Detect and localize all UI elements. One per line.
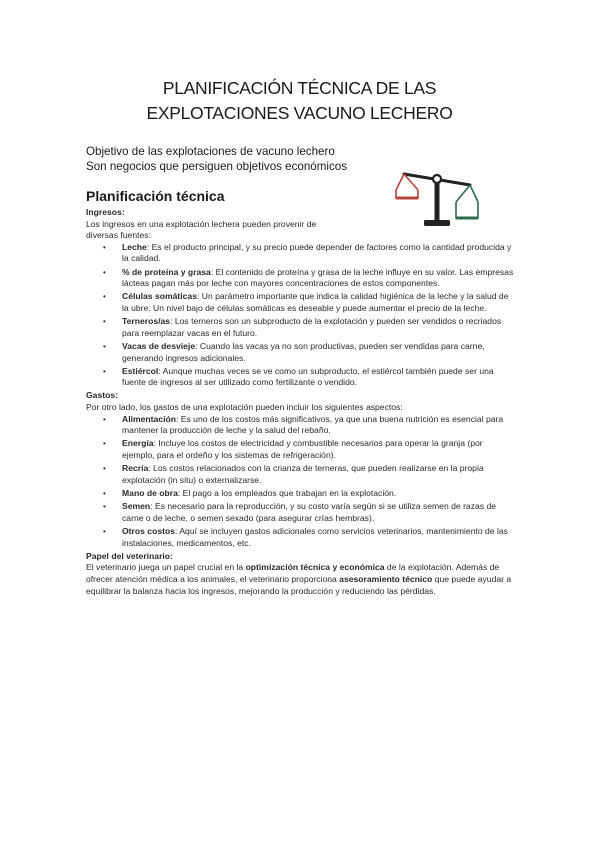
veterinario-heading: Papel del veterinario: bbox=[86, 550, 173, 561]
objective-block bbox=[86, 145, 347, 174]
item-term: Leche bbox=[122, 241, 147, 252]
ingresos-intro bbox=[86, 219, 516, 242]
bullet-icon: • bbox=[103, 242, 106, 252]
vet-bold-1: optimización técnica y económica bbox=[245, 562, 385, 573]
gastos-heading: Gastos: bbox=[86, 390, 118, 401]
item-text: : Es el producto principal, y su precio puede depender de factores como la cantidad producida y la calidad. bbox=[122, 241, 512, 264]
item-term: Terneros/as bbox=[122, 316, 171, 327]
gastos-intro: Por otro lado, los gastos de una explotación pueden incluir los siguientes aspectos: bbox=[86, 402, 403, 413]
bullet-icon: • bbox=[103, 292, 106, 302]
list-item bbox=[86, 242, 516, 265]
document-body bbox=[86, 207, 516, 597]
veterinario-paragraph bbox=[86, 562, 516, 597]
item-text: : Es uno de los costos más significativos, ya que una buena nutrición es esencial para mantener la producción de leche y la salud del rebaño. bbox=[122, 413, 504, 436]
bullet-icon: • bbox=[103, 341, 106, 351]
list-item bbox=[86, 341, 516, 364]
item-term: Alimentación bbox=[122, 413, 176, 424]
item-text: : Los costos relacionados con la crianza de terneras, que pueden realizarse en la propia explotación (in situ) o externalizarse. bbox=[122, 463, 484, 485]
list-item bbox=[86, 414, 516, 437]
list-item bbox=[86, 438, 516, 461]
item-term: Mano de obra bbox=[122, 488, 178, 498]
vet-text-1: El veterinario juega un papel crucial en la bbox=[86, 562, 246, 573]
list-item bbox=[86, 488, 516, 500]
list-item bbox=[86, 267, 516, 290]
list-item bbox=[86, 526, 516, 549]
bullet-icon: • bbox=[103, 317, 106, 327]
item-term: Semen bbox=[122, 501, 151, 512]
gastos-list bbox=[86, 414, 516, 550]
bullet-icon: • bbox=[103, 366, 106, 376]
bullet-icon: • bbox=[103, 526, 106, 536]
item-text: : Aquí se incluyen gastos adicionales como servicios veterinarios, mantenimiento de las instalaciones, medicamentos, etc. bbox=[122, 525, 508, 548]
bullet-icon: • bbox=[103, 502, 106, 512]
list-item bbox=[86, 316, 516, 339]
item-text: : El pago a los empleados que trabajan en la explotación. bbox=[177, 488, 397, 498]
item-term: Otros costos bbox=[122, 525, 176, 536]
list-item bbox=[86, 366, 516, 389]
ingresos-heading: Ingresos: bbox=[86, 207, 125, 217]
item-text: : El contenido de proteína y grasa de la leche influye en su valor. Las empresas lácteas pagan más por leche con mayores concentraciones de estos componentes. bbox=[122, 266, 514, 289]
item-text: : Es necesario para la reproducción, y su costo varía según si se utiliza semen de razas de carne o de leche, o semen sexado (para asegurar crías hembras). bbox=[122, 501, 497, 523]
item-text: : Aunque muchas veces se ve como un subproducto, el estiércol también puede ser una fuente de ingresos al ser utilizado como fertilizante o vendido. bbox=[122, 365, 494, 388]
list-item bbox=[86, 501, 516, 524]
objective-line-1: Objetivo de las explotaciones de vacuno lechero bbox=[86, 145, 335, 158]
vet-text-2: de la explotación. Además de ofrecer atención médica a los animales, el veterinario proporciona bbox=[86, 562, 500, 584]
title-line-1: PLANIFICACIÓN TÉCNICA DE LAS bbox=[162, 78, 437, 98]
list-item bbox=[86, 463, 516, 486]
bullet-icon: • bbox=[103, 414, 106, 424]
item-text: : Los terneros son un subproducto de la explotación y pueden ser vendidos o recriados para reemplazar vacas en el futuro. bbox=[122, 316, 502, 338]
section-heading: Planificación técnica bbox=[86, 188, 225, 204]
title-line-2: EXPLOTACIONES VACUNO LECHERO bbox=[146, 103, 453, 123]
item-text: : Incluye los costos de electricidad y combustible necesarios para operar la granja (por ejemplo, para el ordeño y los sistemas de refrigeración). bbox=[122, 438, 483, 461]
item-term: Recría bbox=[122, 463, 149, 474]
ingresos-intro-line-1: Los ingresos en una explotación lechera pueden provenir de bbox=[86, 218, 317, 229]
item-text: : Cuando las vacas ya no son productivas, pueden ser vendidas para carne, generando ingresos adicionales. bbox=[122, 340, 485, 363]
item-term: Células somáticas bbox=[122, 291, 197, 302]
bullet-icon: • bbox=[103, 489, 106, 498]
vet-bold-2: asesoramiento técnico bbox=[339, 573, 433, 584]
ingresos-list bbox=[86, 242, 516, 389]
ingresos-intro-line-2: diversas fuentes: bbox=[86, 230, 151, 241]
objective-line-2: Son negocios que persiguen objetivos económicos bbox=[86, 159, 348, 173]
item-term: % de proteína y grasa bbox=[122, 266, 211, 277]
page-title bbox=[0, 76, 599, 126]
vet-text-3: que puede ayudar a equilibrar la balanza hacia los ingresos, mejorando la producción y reduciendo las pérdidas. bbox=[86, 573, 512, 596]
item-term: Energía bbox=[122, 438, 154, 449]
bullet-icon: • bbox=[103, 464, 106, 474]
bullet-icon: • bbox=[103, 439, 106, 449]
item-term: Vacas de desvieje bbox=[122, 340, 196, 351]
list-item bbox=[86, 291, 516, 314]
item-term: Estiércol bbox=[122, 365, 159, 376]
bullet-icon: • bbox=[103, 267, 106, 277]
item-text: : Un parámetro importante que indica la calidad higiénica de la leche y la salud de la ubre. Un nivel bajo de células somáticas es deseable y puede aumentar el precio de la leche. bbox=[122, 291, 509, 313]
